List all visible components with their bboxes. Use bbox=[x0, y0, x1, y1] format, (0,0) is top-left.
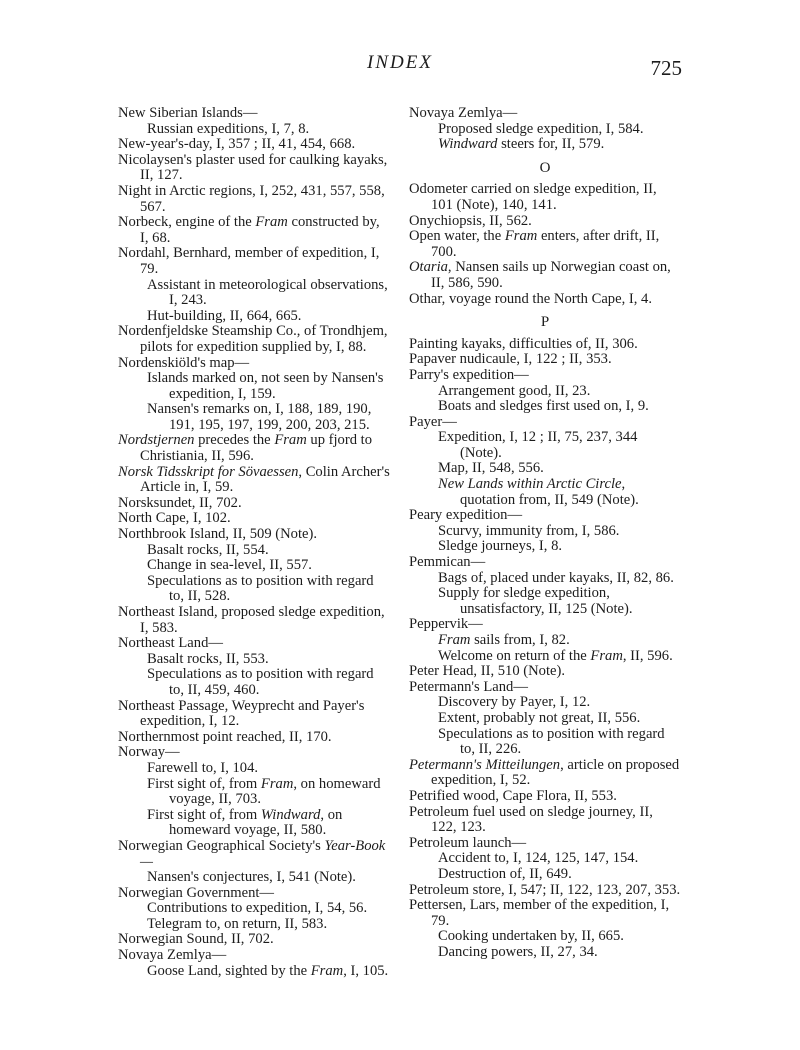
entry-text: Boats and sledges first used on, I, 9. bbox=[438, 398, 649, 415]
index-entry bbox=[118, 496, 390, 512]
entry-text: Accident to, I, 124, 125, 147, 154. bbox=[438, 850, 639, 867]
italic-text: Norsk Tidsskript for Sövaessen bbox=[118, 463, 299, 480]
index-subentry bbox=[118, 777, 390, 808]
entry-text: Farewell to, I, 104. bbox=[147, 759, 259, 776]
index-entry bbox=[409, 664, 681, 680]
entry-text: Nordahl, Bernhard, member of expedition, I, 79. bbox=[118, 245, 380, 277]
index-subentry bbox=[118, 278, 390, 309]
index-entry bbox=[409, 836, 681, 852]
entry-text: Destruction of, II, 649. bbox=[438, 865, 572, 882]
index-subentry bbox=[409, 461, 681, 477]
entry-text: Odometer carried on sledge expedition, II, 101 (Note), 140, 141. bbox=[409, 181, 657, 213]
entry-text: Sledge journeys, I, 8. bbox=[438, 538, 563, 555]
entry-text: enters, after drift, II, 700. bbox=[431, 228, 660, 260]
entry-text: Peter Head, II, 510 (Note). bbox=[409, 663, 566, 680]
index-entry bbox=[409, 789, 681, 805]
section-letter bbox=[409, 161, 681, 177]
italic-text: New Lands within Arctic Circle bbox=[438, 476, 622, 493]
entry-text: Supply for sledge expedition, unsatisfactory, II, 125 (Note). bbox=[438, 585, 633, 617]
entry-text: Assistant in meteorological observations, I, 243. bbox=[147, 276, 388, 309]
index-entry bbox=[409, 229, 681, 260]
entry-text: Norway— bbox=[118, 744, 180, 761]
entry-text: , I, 105. bbox=[343, 962, 389, 979]
entry-text: Northeast Passage, Weyprecht and Payer's expedition, I, 12. bbox=[118, 697, 365, 730]
entry-text: New-year's-day, I, 357 ; II, 41, 454, 668. bbox=[118, 136, 356, 153]
index-subentry bbox=[118, 371, 390, 402]
index-subentry bbox=[409, 571, 681, 587]
index-subentry bbox=[118, 808, 390, 839]
entry-text: Nordenskiöld's map— bbox=[118, 354, 250, 371]
entry-text: Northeast Island, proposed sledge expedition, I, 583. bbox=[118, 604, 385, 636]
entry-text: Othar, voyage round the North Cape, I, 4. bbox=[409, 290, 652, 307]
entry-text: Dancing powers, II, 27, 34. bbox=[438, 943, 598, 960]
entry-text: , on homeward voyage, II, 703. bbox=[169, 775, 381, 808]
entry-text: Norwegian Government— bbox=[118, 884, 275, 901]
entry-text: Petroleum fuel used on sledge journey, II, 122, 123. bbox=[409, 803, 653, 836]
index-entry bbox=[118, 356, 390, 372]
index-entry bbox=[118, 153, 390, 184]
index-entry bbox=[118, 839, 390, 870]
index-subentry bbox=[118, 558, 390, 574]
index-subentry bbox=[409, 137, 681, 153]
index-entry bbox=[409, 555, 681, 571]
index-entry bbox=[409, 680, 681, 696]
index-subentry bbox=[409, 711, 681, 727]
index-subentry bbox=[409, 945, 681, 961]
index-entry bbox=[118, 605, 390, 636]
entry-text: New Siberian Islands— bbox=[118, 105, 258, 121]
italic-text: Fram bbox=[274, 432, 307, 449]
entry-text: Islands marked on, not seen by Nansen's expedition, I, 159. bbox=[147, 370, 384, 402]
entry-text: Scurvy, immunity from, I, 586. bbox=[438, 522, 620, 539]
index-subentry bbox=[409, 477, 681, 508]
entry-text: Expedition, I, 12 ; II, 75, 237, 344 (Note). bbox=[438, 429, 638, 461]
index-entry bbox=[118, 948, 390, 964]
italic-text: Windward bbox=[260, 806, 321, 823]
entry-text: Onychiopsis, II, 562. bbox=[409, 212, 532, 229]
index-subentry bbox=[118, 543, 390, 559]
italic-text: Year-Book— bbox=[140, 837, 386, 870]
entry-text: Petrified wood, Cape Flora, II, 553. bbox=[409, 787, 617, 804]
index-subentry bbox=[409, 649, 681, 665]
entry-text: Map, II, 548, 556. bbox=[438, 460, 544, 477]
entry-text: Novaya Zemlya— bbox=[118, 947, 227, 964]
entry-text: Novaya Zemlya— bbox=[409, 105, 518, 121]
index-subentry bbox=[118, 402, 390, 433]
italic-text: Petermann's Mitteilungen bbox=[409, 756, 561, 773]
index-entry bbox=[409, 214, 681, 230]
index-entry bbox=[118, 215, 390, 246]
entry-text: precedes the bbox=[194, 432, 275, 449]
entry-text: Nicolaysen's plaster used for caulking kayaks, II, 127. bbox=[118, 151, 388, 184]
entry-text: Arrangement good, II, 23. bbox=[438, 382, 591, 399]
entry-text: Painting kayaks, difficulties of, II, 306. bbox=[409, 335, 638, 352]
entry-text: Payer— bbox=[409, 413, 457, 430]
italic-text: Windward bbox=[438, 136, 498, 153]
index-entry bbox=[118, 636, 390, 652]
entry-text: constructed by, I, 68. bbox=[140, 214, 380, 246]
index-subentry bbox=[118, 917, 390, 933]
index-entry bbox=[118, 324, 390, 355]
entry-text: Nordenfjeldske Steamship Co., of Trondhjem, pilots for expedition supplied by, I, 88. bbox=[118, 323, 388, 355]
entry-text: Night in Arctic regions, I, 252, 431, 557, 558, 567. bbox=[118, 182, 385, 215]
entry-text: Open water, the bbox=[409, 228, 505, 245]
index-subentry bbox=[409, 539, 681, 555]
index-subentry bbox=[118, 901, 390, 917]
entry-text: Basalt rocks, II, 554. bbox=[147, 541, 269, 558]
entry-text: Petroleum launch— bbox=[409, 834, 527, 851]
index-column-left bbox=[118, 106, 390, 979]
index-subentry bbox=[118, 667, 390, 698]
entry-text: Petroleum store, I, 547; II, 122, 123, 207, 353. bbox=[409, 881, 681, 898]
index-subentry bbox=[409, 695, 681, 711]
entry-text: Pettersen, Lars, member of the expedition, I, 79. bbox=[409, 897, 670, 929]
italic-text: Fram bbox=[310, 962, 344, 979]
index-entry bbox=[409, 508, 681, 524]
running-title: INDEX bbox=[367, 52, 433, 73]
entry-text: Welcome on return of the bbox=[438, 647, 591, 664]
index-entry bbox=[409, 368, 681, 384]
entry-text: Hut-building, II, 664, 665. bbox=[147, 307, 302, 324]
entry-text: , article on proposed expedition, I, 52. bbox=[431, 756, 680, 789]
entry-text: Norbeck, engine of the bbox=[118, 214, 256, 231]
entry-text: Papaver nudicaule, I, 122 ; II, 353. bbox=[409, 351, 612, 368]
entry-text: Nansen's remarks on, I, 188, 189, 190, 191, 195, 197, 199, 200, 203, 215. bbox=[147, 401, 372, 433]
entry-text: Northernmost point reached, II, 170. bbox=[118, 728, 332, 745]
index-subentry bbox=[118, 870, 390, 886]
index-entry bbox=[409, 805, 681, 836]
index-subentry bbox=[409, 851, 681, 867]
entry-text: P bbox=[540, 314, 550, 331]
index-subentry bbox=[409, 727, 681, 758]
entry-text: Norwegian Geographical Society's bbox=[118, 837, 325, 854]
entry-text: Nansen's conjectures, I, 541 (Note). bbox=[147, 869, 356, 886]
entry-text: Russian expeditions, I, 7, 8. bbox=[147, 120, 310, 137]
entry-text: Proposed sledge expedition, I, 584. bbox=[438, 120, 644, 137]
index-entry bbox=[409, 352, 681, 368]
entry-text: Petermann's Land— bbox=[409, 678, 528, 695]
section-letter bbox=[409, 315, 681, 331]
entry-text: up fjord to Christiania, II, 596. bbox=[140, 432, 373, 465]
index-entry bbox=[409, 415, 681, 431]
entry-text: Extent, probably not great, II, 556. bbox=[438, 709, 641, 726]
entry-text: , Colin Archer's Article in, I, 59. bbox=[140, 463, 390, 496]
index-entry bbox=[118, 511, 390, 527]
index-entry bbox=[409, 758, 681, 789]
entry-text: Goose Land, sighted by the bbox=[147, 962, 311, 979]
italic-text: Fram bbox=[260, 775, 294, 792]
entry-text: Pemmican— bbox=[409, 554, 486, 571]
index-subentry bbox=[118, 574, 390, 605]
entry-text: First sight of, from bbox=[147, 775, 261, 792]
entry-text: Basalt rocks, II, 553. bbox=[147, 650, 269, 667]
index-entry bbox=[409, 883, 681, 899]
entry-text: Cooking undertaken by, II, 665. bbox=[438, 928, 624, 945]
index-entry bbox=[118, 246, 390, 277]
index-subentry bbox=[118, 761, 390, 777]
index-subentry bbox=[409, 399, 681, 415]
index-subentry bbox=[409, 384, 681, 400]
entry-text: North Cape, I, 102. bbox=[118, 510, 231, 527]
entry-text: Peppervik— bbox=[409, 616, 483, 633]
index-entry bbox=[118, 527, 390, 543]
entry-text: , on homeward voyage, II, 580. bbox=[169, 806, 343, 839]
index-entry bbox=[409, 260, 681, 291]
index-subentry bbox=[118, 652, 390, 668]
entry-text: , Nansen sails up Norwegian coast on, II, 586, 590. bbox=[431, 259, 671, 291]
italic-text: Otaria bbox=[409, 259, 448, 276]
index-entry bbox=[118, 699, 390, 730]
entry-text: , quotation from, II, 549 (Note). bbox=[460, 476, 639, 508]
italic-text: Fram bbox=[504, 228, 538, 245]
index-entry bbox=[118, 886, 390, 902]
entry-text: steers for, II, 579. bbox=[497, 136, 605, 153]
index-entry bbox=[118, 137, 390, 153]
italic-text: Nordstjernen bbox=[118, 432, 195, 449]
index-subentry bbox=[409, 122, 681, 138]
index-subentry bbox=[409, 867, 681, 883]
entry-text: First sight of, from bbox=[147, 806, 261, 823]
index-entry bbox=[409, 898, 681, 929]
index-subentry bbox=[118, 964, 390, 980]
index-subentry bbox=[409, 929, 681, 945]
index-entry bbox=[409, 106, 681, 122]
entry-text: sails from, I, 82. bbox=[470, 632, 570, 648]
entry-text: Discovery by Payer, I, 12. bbox=[438, 694, 591, 711]
entry-text: Bags of, placed under kayaks, II, 82, 86. bbox=[438, 569, 674, 586]
italic-text: Fram bbox=[590, 647, 623, 664]
index-entry bbox=[118, 932, 390, 948]
index-subentry bbox=[118, 122, 390, 138]
index-subentry bbox=[409, 524, 681, 540]
index-entry bbox=[409, 617, 681, 633]
index-entry bbox=[118, 730, 390, 746]
entry-text: Telegram to, on return, II, 583. bbox=[147, 915, 328, 932]
index-entry bbox=[118, 106, 390, 122]
entry-text: Northeast Land— bbox=[118, 635, 223, 652]
entry-text: Northbrook Island, II, 509 (Note). bbox=[118, 526, 317, 543]
index-subentry bbox=[409, 633, 681, 649]
index-subentry bbox=[409, 586, 681, 617]
entry-text: Speculations as to position with regard to, II, 226. bbox=[438, 725, 665, 758]
index-subentry bbox=[118, 309, 390, 325]
entry-text: Contributions to expedition, I, 54, 56. bbox=[147, 900, 368, 917]
entry-text: Parry's expedition— bbox=[409, 366, 529, 383]
entry-text: Speculations as to position with regard to, II, 528. bbox=[147, 572, 374, 605]
index-subentry bbox=[409, 430, 681, 461]
entry-text: Norwegian Sound, II, 702. bbox=[118, 931, 274, 948]
entry-text: Speculations as to position with regard to, II, 459, 460. bbox=[147, 666, 374, 698]
index-entry bbox=[118, 745, 390, 761]
italic-text: Fram bbox=[438, 632, 471, 648]
entry-text: Norsksundet, II, 702. bbox=[118, 494, 242, 511]
index-entry bbox=[118, 433, 390, 464]
entry-text: Change in sea-level, II, 557. bbox=[147, 557, 312, 574]
page-header bbox=[0, 50, 800, 80]
index-column-right bbox=[409, 106, 681, 960]
entry-text: O bbox=[539, 159, 551, 176]
index-entry bbox=[118, 184, 390, 215]
entry-text: Peary expedition— bbox=[409, 507, 523, 524]
entry-text: , II, 596. bbox=[622, 647, 673, 664]
italic-text: Fram bbox=[255, 214, 288, 231]
index-entry bbox=[118, 465, 390, 496]
index-entry bbox=[409, 292, 681, 308]
page-number: 725 bbox=[650, 56, 682, 80]
index-entry bbox=[409, 337, 681, 353]
index-entry bbox=[409, 182, 681, 213]
